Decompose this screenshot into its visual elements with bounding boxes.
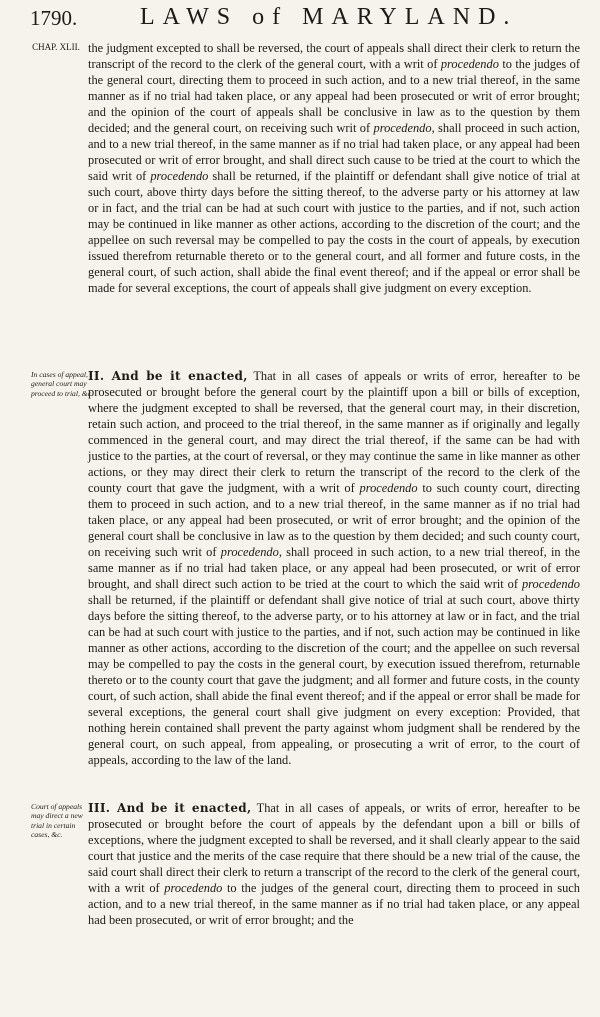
text-run: That in all cases of appeals or writs of error, hereafter to be prosecuted or brought before the general court by the plaintiff upon a bill or bills of exception, where the judgment excepted to shall be reversed, that the general court may, in their discretion, retain such action, and proceed to the trial thereof, in the same manner as if originally and legally commenced in the general court, and may direct the trial thereof, if the same can be had with justice to the parties, at the court of reversal, or they may continue the same in like manner as other actions, or they may direct their clerk to return the transcript of the record to the clerk of the county court that gave the judgment, with a writ of: [88, 369, 580, 495]
text-run: , shall proceed in such action, to a new trial thereof, in the same manner as if no trial had taken place, or any appeal had been prosecuted, or writ of error brought, and shall direct such action to be tried at the court to which the said writ of: [88, 545, 581, 591]
text-run: to the judges of the general court, directing them to proceed in such action, and to a new trial thereof, in the same manner as if no trial had taken place, or any appeal had been prosecuted, or writ of error brought; and the: [88, 881, 580, 927]
italic-term: procedendo: [373, 121, 432, 135]
section-2: [88, 368, 580, 768]
margin-note-1: In cases of appeal, general court may proceed to trial, &c: [31, 370, 92, 398]
text-run: to the judges of the general court, directing them to proceed in such action, and to a new trial thereof, in the same manner as if no trial had taken place, or any appeal had been prosecuted or writ of error brought; and the opinion of the court of appeals shall be conclusive in law as to the question by them decided; and the general court, on receiving such writ of: [88, 57, 580, 135]
italic-term: procedendo: [359, 481, 418, 495]
text-run: the judgment excepted to shall be reversed, the court of appeals shall direct their clerk to return the transcript of the record to the clerk of the general court, with a writ of: [88, 41, 580, 71]
section-3: [88, 800, 580, 928]
text-run: to such county court, directing them to proceed in such action, and to a new trial thereof, in the same manner as if no trial had taken place, or any appeal had been prosecuted, or writ of error brought; and the opinion of the general court shall be conclusive in law as to the question by them decided; and such county court, on receiving such writ of: [88, 481, 580, 559]
italic-term: procedendo: [440, 57, 499, 71]
italic-term: procedendo: [164, 881, 223, 895]
text-run: , shall proceed in such action, and to a new trial thereof, in the same manner as if no trial had taken place, or any appeal had been prosecuted or writ of error brought, and shall direct such cause to be tried at the court to which the said writ of: [88, 121, 581, 183]
text-run: shall be returned, if the plaintiff or defendant shall give notice of trial at such court, above thirty days before the sitting thereof, to the adverse party or his attorney at law or in fact, and the trial can be had at such court with justice to the parties, and if not, such action may be continued in like manner as other actions, according to the discretion of the court; and the appellee on such reversal may be compelled to pay the costs in the court of appeals, by execution issued therefrom returnable thereto or to the general court, and all former and future costs, in the general court, of such action, shall abide the final event thereof; and if the appeal or error shall be made for several exceptions, the court of appeals shall give judgment on every exception.: [88, 169, 580, 295]
page-header: [30, 2, 590, 32]
section-text: [88, 40, 580, 296]
section-text: [88, 800, 580, 928]
section-heading: III. And be it enacted,: [88, 801, 252, 815]
text-run: That in all cases of appeals, or writs of error, hereafter to be prosecuted or brought before the court of appeals by the defendant upon a bill or bills of exceptions, where the judgment excepted to shall be reversed, and it shall clearly appear to the said court that justice and the merits of the case require that there should be a new trial of the cause, the said court shall direct their clerk to return a transcript of the record to the clerk of the general court, with a writ of: [88, 801, 581, 895]
italic-term: procedendo: [220, 545, 279, 559]
text-run: shall be returned, if the plaintiff or defendant shall give notice of trial at such court, above thirty days before the sitting thereof, to the adverse party, or to his attorney at law or in fact, and the trial can be had at such court with justice to the parties, and if not, such action may be continued in like manner as other actions, according to the discretion of the court; and the appellee on such reversal may be compelled to pay the costs in the general court, by execution issued therefrom, returnable thereto or to the county court that gave the judgment; and all former and future costs, in the county court, of such action, shall abide the final event thereof; and if the appeal or error shall be made for several exceptions, the general court shall give judgment on every exception: Provided, that nothing herein contained shall prevent the party against whom judgment shall be rendered by the general court, on such appeal, from appealing, or prosecuting a writ of error, to the court of appeals, according to the law of the land.: [88, 593, 580, 767]
italic-term: procedendo: [150, 169, 209, 183]
page-title: LAWS of MARYLAND.: [140, 4, 518, 30]
section-heading: II. And be it enacted,: [88, 369, 248, 383]
margin-note-2: Court of appeals may direct a new trial in certain cases, &c.: [31, 802, 83, 840]
section-text: [88, 368, 580, 768]
chapter-label: CHAP. XLII.: [32, 42, 80, 52]
italic-term: procedendo: [521, 577, 580, 591]
page-year: 1790.: [30, 6, 78, 30]
section-1-continued: [88, 40, 580, 296]
